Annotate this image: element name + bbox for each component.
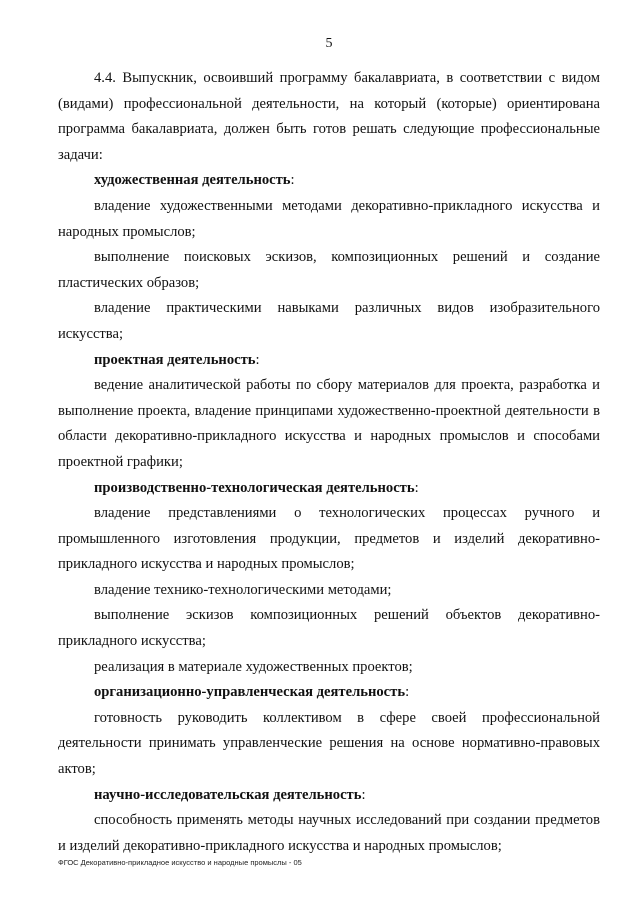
section-heading-production: производственно-технологическая деятельность: [94,479,419,496]
section-item: владение художественными методами декоративно-прикладного искусства и народных промыслов; [58,197,600,240]
section-item: готовность руководить коллективом в сфере своей профессиональной деятельности принимать управленческие решения на основе нормативно-правовых актов; [58,709,600,778]
section-heading-project: проектная деятельность: [94,351,260,368]
section-item: способность применять методы научных исследований при создании предметов и изделий декоративно-прикладного искусства и народных промыслов; [58,812,600,854]
section-item: выполнение поисковых эскизов, композиционных решений и создание пластических образов; [58,249,600,291]
section-heading-artistic: художественная деятельность: [94,172,295,189]
section-heading-management: организационно-управленческая деятельность: [94,684,410,701]
section-item: владение представлениями о технологических процессах ручного и промышленного изготовления продукции, предметов и изделий декоративно-прикладного искусства и народных промыслов; [58,505,600,573]
page-footer: ФГОС Декоративно-прикладное искусство и народные промыслы - 05 [58,858,302,867]
intro-paragraph: 4.4. Выпускник, освоивший программу бакалавриата, в соответствии с видом (видами) профессиональной деятельности, на который (которые) ориентирована программа бакалавриата, должен быть готов решать следующие профессиональные задачи: [58,70,600,163]
section-item: ведение аналитической работы по сбору материалов для проекта, разработка и выполнение проекта, владение принципами художественно-проектной деятельности в области декоративно-прикладного искусства и народных промыслов и способами проектной графики; [58,377,600,470]
section-item: выполнение эскизов композиционных решений объектов декоративно-прикладного искусства; [58,607,600,650]
section-item: владение технико-технологическими методами; [94,581,392,598]
page-number: 5 [325,36,333,51]
section-item: реализация в материале художественных проектов; [94,658,413,675]
section-heading-research: научно-исследовательская деятельность: [94,786,366,803]
section-item: владение практическими навыками различных видов изобразительного искусства; [58,300,600,342]
